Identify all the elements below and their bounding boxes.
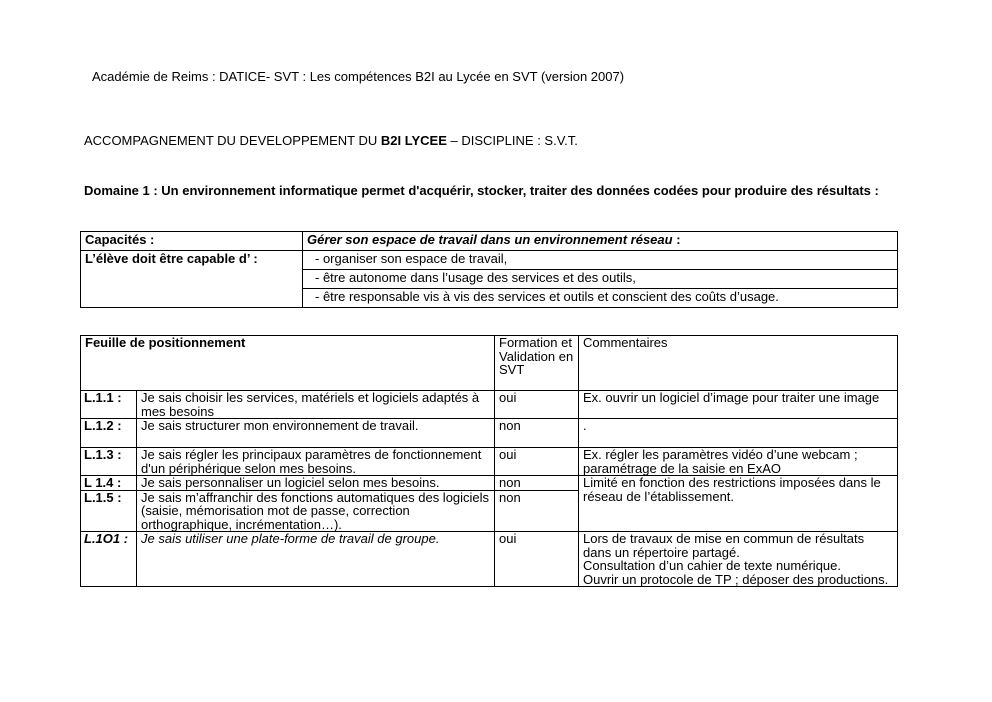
positioning-header-comments: Commentaires [579,336,898,391]
table-row [81,419,898,448]
row-comment: . [579,419,898,448]
capacities-student-label: L’élève doit être capable d’ : [81,251,303,308]
positioning-header-title: Feuille de positionnement [81,336,495,391]
table-row [81,532,898,587]
capacities-heading-cell [303,232,898,251]
accompagnement-prefix: ACCOMPAGNEMENT DU DEVELOPPEMENT DU [84,133,381,148]
row-code: L.1.1 : [81,391,137,419]
document-header: Académie de Reims : DATICE- SVT : Les compétences B2I au Lycée en SVT (version 2007) [92,69,625,84]
accompagnement-title [84,133,578,148]
positioning-header-formation: Formation et Validation en SVT [495,336,579,391]
capacities-row-1 [81,251,898,270]
row-text: Je sais m’affranchir des fonctions automatiques des logiciels (saisie, mémorisation mot de passe, correction orthographique, incrémentation…). [137,490,495,532]
capacities-item: - être responsable vis à vis des services et outils et conscient des coûts d’usage. [303,289,898,308]
row-comment: Ex. ouvrir un logiciel d’image pour traiter une image [579,391,898,419]
capacities-item: - être autonome dans l’usage des services et des outils, [303,270,898,289]
row-value: non [495,419,579,448]
row-comment: Limité en fonction des restrictions imposées dans le réseau de l’établissement. [579,476,898,532]
accompagnement-suffix: – DISCIPLINE : S.V.T. [446,133,578,148]
positioning-header-row [81,336,898,391]
capacities-heading-suffix: : [672,232,681,247]
row-code: L 1.4 : [81,476,137,491]
capacities-heading: Gérer son espace de travail dans un environnement réseau [307,232,673,247]
row-value: non [495,490,579,532]
capacities-label: Capacités : [81,232,303,251]
table-row [81,476,898,491]
row-text: Je sais utiliser une plate-forme de travail de groupe. [137,532,495,587]
row-value: non [495,476,579,491]
row-value: oui [495,391,579,419]
capacities-row-heading [81,232,898,251]
capacities-item: - organiser son espace de travail, [303,251,898,270]
row-comment: Ex. régler les paramètres vidéo d’une webcam ; paramétrage de la saisie en ExAO [579,448,898,476]
row-code: L.1O1 : [81,532,137,587]
row-text: Je sais personnaliser un logiciel selon mes besoins. [137,476,495,491]
accompagnement-bold: B2I LYCEE [380,133,447,148]
row-code: L.1.3 : [81,448,137,476]
row-text: Je sais régler les principaux paramètres de fonctionnement d'un périphérique selon mes besoins. [137,448,495,476]
positioning-table [80,335,898,587]
row-code: L.1.2 : [81,419,137,448]
table-row [81,448,898,476]
row-value: oui [495,448,579,476]
capacities-table [80,231,898,308]
row-text: Je sais structurer mon environnement de travail. [137,419,495,448]
table-row [81,391,898,419]
row-comment: Lors de travaux de mise en commun de résultats dans un répertoire partagé. Consultation d’un cahier de texte numérique. Ouvrir un protocole de TP ; déposer des productions. [579,532,898,587]
row-text: Je sais choisir les services, matériels et logiciels adaptés à mes besoins [137,391,495,419]
row-code: L.1.5 : [81,490,137,532]
row-value: oui [495,532,579,587]
domain-title: Domaine 1 : Un environnement informatique permet d'acquérir, stocker, traiter des données codées pour produire des résultats : [84,183,879,198]
